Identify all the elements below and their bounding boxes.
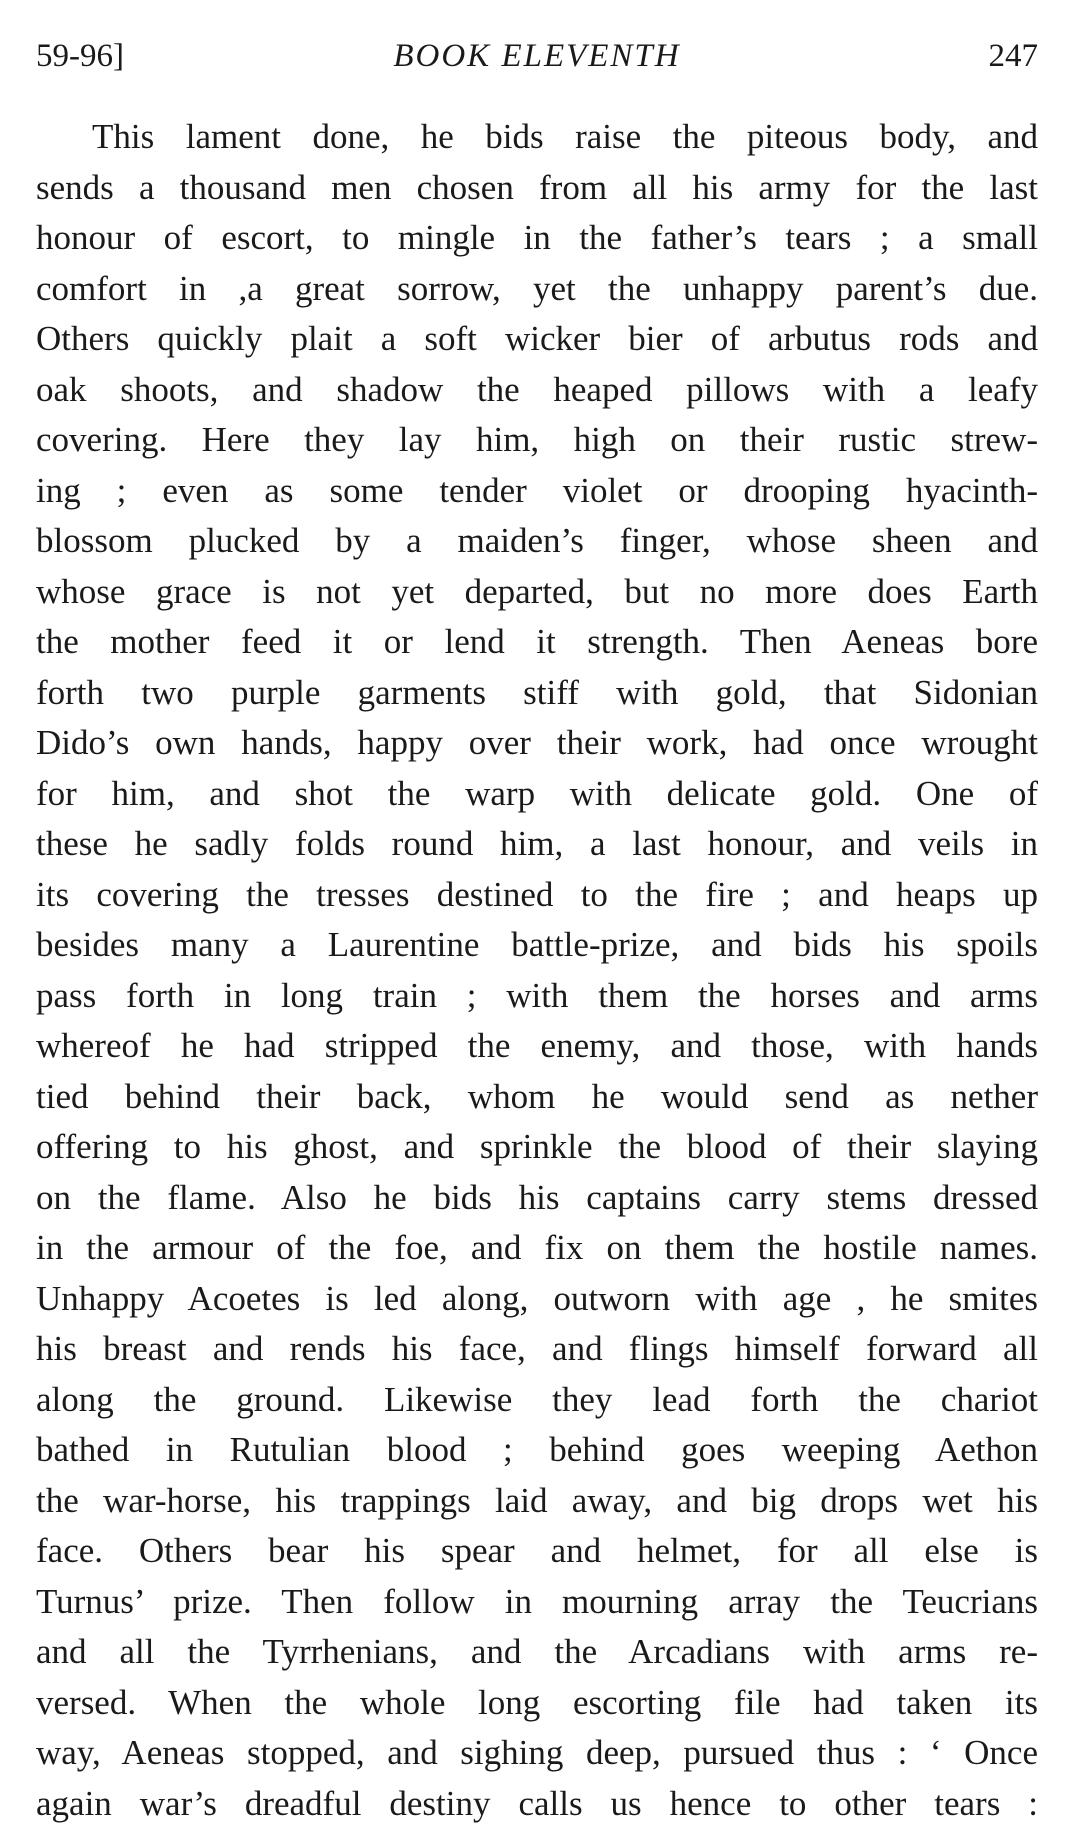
text-line: ing ; even as some tender violet or drooping hyacinth-: [36, 470, 1038, 510]
running-head: [36, 34, 1038, 78]
text-line: these he sadly folds round him, a last honour, and veils in: [36, 824, 1038, 863]
text-line: pass forth in long train ; with them the horses and arms: [36, 975, 1038, 1015]
text-line: sends a thousand men chosen from all his army for the last: [36, 167, 1038, 207]
page-number: 247: [988, 38, 1038, 74]
text-line: the mother feed it or lend it strength. Then Aeneas bore: [36, 622, 1038, 661]
text-line: way, Aeneas stopped, and sighing deep, pursued thus : ‘ Once: [36, 1733, 1038, 1772]
text-line: and all the Tyrrhenians, and the Arcadians with arms re-: [36, 1632, 1038, 1671]
text-line: on the flame. Also he bids his captains carry stems dressed: [36, 1177, 1038, 1217]
text-line: the war-horse, his trappings laid away, and big drops wet his: [36, 1480, 1038, 1520]
line-range: 59-96]: [36, 38, 124, 74]
text-line: comfort in ,a great sorrow, yet the unhappy parent’s due.: [36, 268, 1038, 308]
text-line: whereof he had stripped the enemy, and those, with hands: [36, 1026, 1038, 1065]
text-line: his breast and rends his face, and flings himself forward all: [36, 1329, 1038, 1368]
text-line: Dido’s own hands, happy over their work, had once wrought: [36, 723, 1038, 762]
text-line: along the ground. Likewise they lead forth the chariot: [36, 1379, 1038, 1419]
text-line: again war’s dreadful destiny calls us hence to other tears :: [36, 1783, 1038, 1823]
text-line: whose grace is not yet departed, but no more does Earth: [36, 571, 1038, 611]
text-line: for him, and shot the warp with delicate gold. One of: [36, 773, 1038, 813]
text-line: Unhappy Acoetes is led along, outworn with age , he smites: [36, 1278, 1038, 1318]
text-line: versed. When the whole long escorting file had taken its: [36, 1682, 1038, 1722]
text-line: bathed in Rutulian blood ; behind goes weeping Aethon: [36, 1430, 1038, 1469]
text-line: Others quickly plait a soft wicker bier of arbutus rods and: [36, 319, 1038, 358]
body-paragraph: [36, 112, 1038, 1829]
text-line: honour of escort, to mingle in the father’s tears ; a small: [36, 218, 1038, 257]
text-line: tied behind their back, whom he would send as nether: [36, 1076, 1038, 1116]
text-line: face. Others bear his spear and helmet, for all else is: [36, 1531, 1038, 1570]
text-line: offering to his ghost, and sprinkle the blood of their slaying: [36, 1127, 1038, 1166]
text-line: covering. Here they lay him, high on their rustic strew-: [36, 420, 1038, 459]
text-line: Turnus’ prize. Then follow in mourning array the Teucrians: [36, 1581, 1038, 1621]
text-line: in the armour of the foe, and fix on them the hostile names.: [36, 1228, 1038, 1267]
text-line: blossom plucked by a maiden’s finger, whose sheen and: [36, 521, 1038, 560]
text-line: its covering the tresses destined to the fire ; and heaps up: [36, 874, 1038, 914]
text-line: forth two purple garments stiff with gold, that Sidonian: [36, 672, 1038, 712]
text-line: besides many a Laurentine battle-prize, and bids his spoils: [36, 925, 1038, 964]
text-line: oak shoots, and shadow the heaped pillows with a leafy: [36, 369, 1038, 409]
text-line: This lament done, he bids raise the piteous body, and: [92, 117, 1038, 156]
book-title: BOOK ELEVENTH: [393, 38, 681, 74]
